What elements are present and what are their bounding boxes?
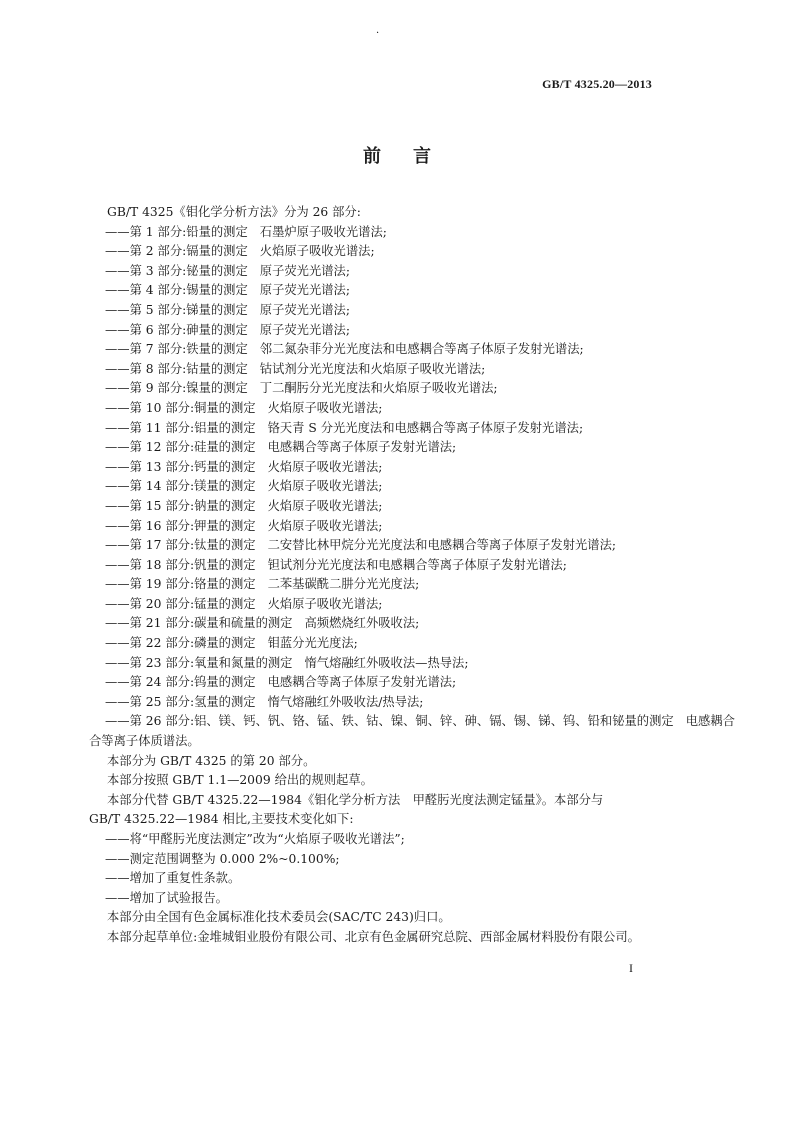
part-item: [89, 360, 655, 380]
part-label: ——第 14 部分:镁量的测定: [105, 479, 256, 494]
part-method: 原子荧光光谱法;: [259, 322, 350, 337]
part-item: [89, 614, 655, 634]
part-item: [89, 458, 655, 478]
part-label: ——第 5 部分:锑量的测定: [105, 302, 248, 317]
part-method: 原子荧光光谱法;: [259, 302, 350, 317]
part-label: ——第 22 部分:磷量的测定: [105, 636, 256, 651]
part-item: [89, 223, 655, 243]
part-label: ——第 18 部分:钒量的测定: [105, 557, 256, 572]
part-item: [89, 262, 655, 282]
part-method: 原子荧光光谱法;: [259, 263, 350, 278]
part-method: 电感耦合等离子体原子发射光谱法;: [267, 440, 457, 455]
part-label: ——第 1 部分:铅量的测定: [105, 224, 248, 239]
part-method: 钴试剂分光光度法和火焰原子吸收光谱法;: [259, 361, 486, 376]
part-item: [89, 575, 655, 595]
change-item: ——将“甲醛肟光度法测定”改为“火焰原子吸收光谱法”;: [105, 832, 405, 846]
part-item: [89, 379, 655, 399]
part-label: ——第 2 部分:镉量的测定: [105, 244, 248, 259]
part-label: ——第 20 部分:锰量的测定: [105, 596, 256, 611]
paragraph-replaces-line1: 本部分代替 GB/T 4325.22—1984《钼化学分析方法 甲醛肟光度法测定锰量》。本部分与: [107, 792, 604, 807]
part-method: 高频燃烧红外吸收法;: [304, 616, 420, 631]
part-method: 火焰原子吸收光谱法;: [267, 498, 383, 513]
part-method: 火焰原子吸收光谱法;: [267, 596, 383, 611]
part-method: 二苯基碳酰二肼分光光度法;: [267, 577, 420, 592]
part-label: ——第 17 部分:钛量的测定: [105, 538, 256, 553]
page-number: I: [629, 961, 633, 975]
part-item: [89, 556, 655, 576]
part-label: ——第 24 部分:钨量的测定: [105, 675, 256, 690]
part-method: 火焰原子吸收光谱法;: [267, 459, 383, 474]
paragraph-committee: 本部分由全国有色金属标准化技术委员会(SAC/TC 243)归口。: [107, 910, 451, 925]
change-item: ——测定范围调整为 0.000 2%~0.100%;: [105, 851, 340, 866]
part-label: ——第 23 部分:氧量和氮量的测定: [105, 655, 293, 670]
paragraph-replaces-line2: GB/T 4325.22—1984 相比,主要技术变化如下:: [89, 812, 354, 827]
part-item: [89, 634, 655, 654]
foreword-content: [89, 203, 735, 948]
part-label: ——第 15 部分:钠量的测定: [105, 498, 256, 513]
part-method: 惰气熔融红外吸收法/热导法;: [267, 694, 424, 709]
part-method: 火焰原子吸收光谱法;: [259, 244, 375, 259]
part-item: [89, 321, 655, 341]
paragraph-scope: 本部分为 GB/T 4325 的第 20 部分。: [107, 753, 316, 768]
change-item: ——增加了试验报告。: [105, 890, 228, 905]
part-label: ——第 25 部分:氢量的测定: [105, 694, 256, 709]
top-dot: ·: [376, 28, 380, 39]
change-item: ——增加了重复性条款。: [105, 871, 241, 886]
part-item: [89, 477, 655, 497]
part-method: 惰气熔融红外吸收法—热导法;: [304, 655, 469, 670]
part-item: [89, 536, 655, 556]
paragraph-drafting-units: 本部分起草单位:金堆城钼业股份有限公司、北京有色金属研究总院、西部金属材料股份有限公司。: [107, 929, 640, 944]
paragraph-drafting-rules: 本部分按照 GB/T 1.1—2009 给出的规则起草。: [107, 773, 373, 788]
part-method: 钽试剂分光光度法和电感耦合等离子体原子发射光谱法;: [267, 557, 567, 572]
part-method: 火焰原子吸收光谱法;: [267, 518, 383, 533]
part-item: [89, 673, 655, 693]
part-label: ——第 10 部分:铜量的测定: [105, 400, 256, 415]
part-item: [89, 399, 655, 419]
part-label: ——第 19 部分:铬量的测定: [105, 577, 256, 592]
part-item: [89, 438, 655, 458]
part-item: [89, 693, 655, 713]
part-item: [89, 419, 655, 439]
part-label: ——第 21 部分:碳量和硫量的测定: [105, 616, 293, 631]
standard-code: GB/T 4325.20—2013: [542, 77, 652, 91]
part-label: ——第 12 部分:硅量的测定: [105, 440, 256, 455]
part-method: 铬天青 S 分光光度法和电感耦合等离子体原子发射光谱法;: [267, 420, 584, 435]
part-item: [89, 301, 655, 321]
part-method: 钼蓝分光光度法;: [267, 636, 358, 651]
part-method: 火焰原子吸收光谱法;: [267, 400, 383, 415]
part-label: ——第 9 部分:镍量的测定: [105, 381, 248, 396]
part-label: ——第 16 部分:钾量的测定: [105, 518, 256, 533]
parts-list: [89, 223, 655, 713]
part-26-line2: 合等离子体质谱法。: [89, 734, 200, 749]
page-title: 前言: [363, 146, 463, 167]
part-method: 石墨炉原子吸收光谱法;: [259, 224, 387, 239]
part-26-line1: ——第 26 部分:铝、镁、钙、钒、铬、锰、铁、钴、镍、铜、锌、砷、镉、锡、锑、钨、铅和铋量的测定 电感耦合: [105, 714, 735, 729]
part-label: ——第 3 部分:铋量的测定: [105, 263, 248, 278]
part-label: ——第 11 部分:铝量的测定: [105, 420, 256, 435]
part-method: 原子荧光光谱法;: [259, 283, 350, 298]
part-method: 丁二酮肟分光光度法和火焰原子吸收光谱法;: [259, 381, 498, 396]
part-method: 电感耦合等离子体原子发射光谱法;: [267, 675, 457, 690]
part-item: [89, 654, 655, 674]
part-label: ——第 7 部分:铁量的测定: [105, 342, 248, 357]
intro-line: GB/T 4325《钼化学分析方法》分为 26 部分:: [107, 205, 361, 219]
part-item: [89, 242, 655, 262]
part-label: ——第 4 部分:锡量的测定: [105, 283, 248, 298]
part-label: ——第 6 部分:砷量的测定: [105, 322, 248, 337]
part-label: ——第 13 部分:钙量的测定: [105, 459, 256, 474]
part-item: [89, 517, 655, 537]
part-item: [89, 340, 655, 360]
part-method: 邻二氮杂菲分光光度法和电感耦合等离子体原子发射光谱法;: [259, 342, 584, 357]
part-item: [89, 595, 655, 615]
part-label: ——第 8 部分:钴量的测定: [105, 361, 248, 376]
part-method: 二安替比林甲烷分光光度法和电感耦合等离子体原子发射光谱法;: [267, 538, 617, 553]
part-method: 火焰原子吸收光谱法;: [267, 479, 383, 494]
part-item: [89, 281, 655, 301]
part-item: [89, 497, 655, 517]
changes-list: [89, 830, 655, 908]
